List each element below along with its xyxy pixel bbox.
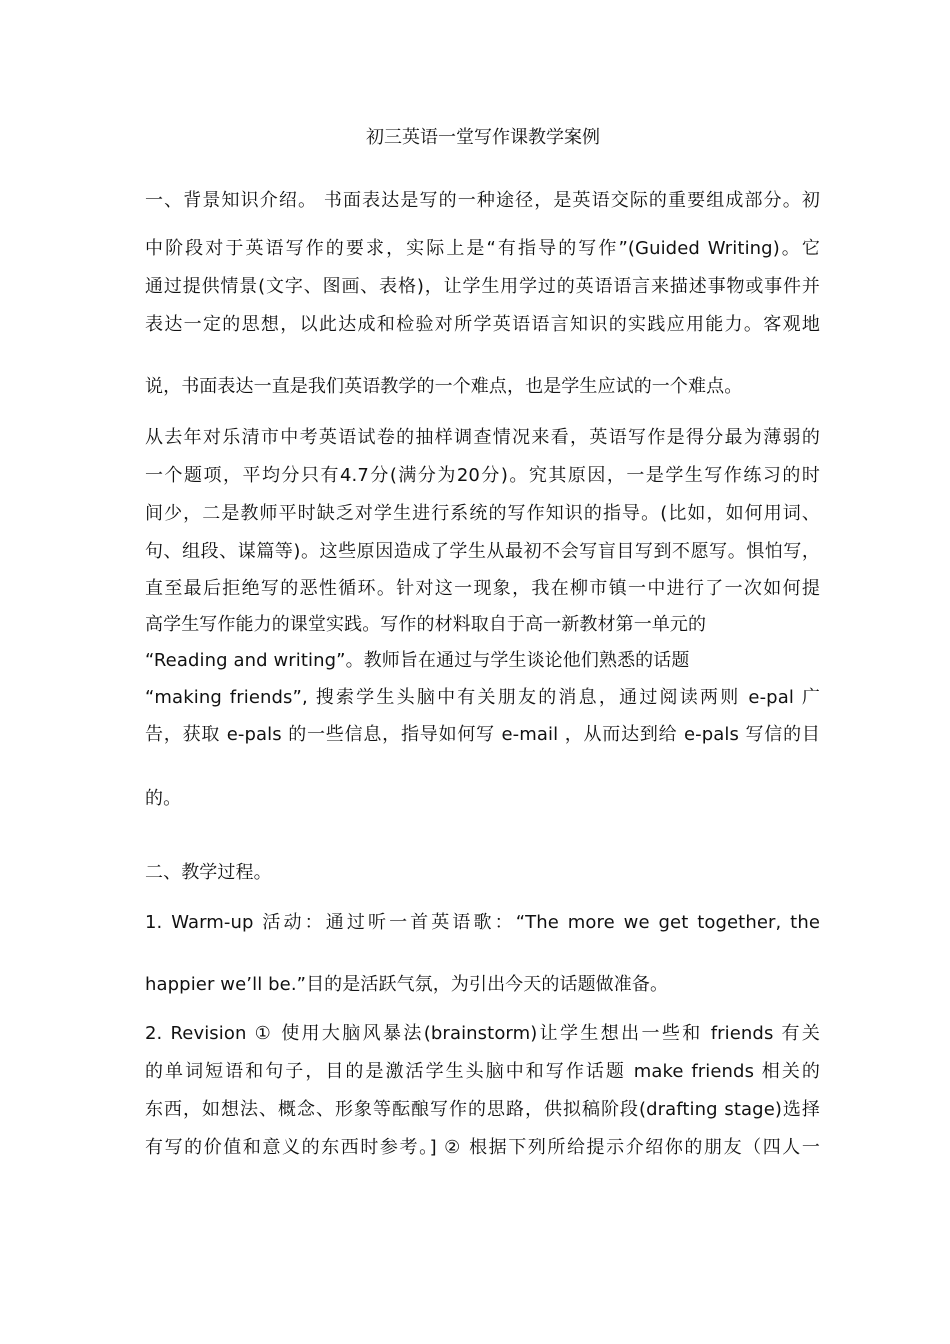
- paragraph-line: 的。: [145, 788, 182, 809]
- paragraph-line: 直至最后拒绝写的恶性循环。针对这一现象，我在柳市镇一中进行了一次如何提: [145, 578, 820, 599]
- paragraph-line: 的单词短语和句子，目的是激活学生头脑中和写作话题 make friends 相关的: [145, 1061, 820, 1082]
- document-title: 初三英语一堂写作课教学案例: [366, 127, 600, 148]
- paragraph-line: 有写的价值和意义的东西时参考。] ② 根据下列所给提示介绍你的朋友（四人一: [145, 1137, 820, 1158]
- paragraph-line: 东西，如想法、概念、形象等酝酿写作的思路，供拟稿阶段(drafting stage)选择: [145, 1099, 820, 1120]
- paragraph-line: 1. Warm-up 活动：通过听一首英语歌：“The more we get together, the: [145, 912, 820, 933]
- paragraph-line: 从去年对乐清市中考英语试卷的抽样调查情况来看，英语写作是得分最为薄弱的: [145, 427, 820, 448]
- paragraph-line: 一、背景知识介绍。 书面表达是写的一种途径，是英语交际的重要组成部分。初: [145, 190, 820, 211]
- paragraph-line: 说，书面表达一直是我们英语教学的一个难点，也是学生应试的一个难点。: [145, 376, 743, 397]
- paragraph-line: happier we’ll be.”目的是活跃气氛，为引出今天的话题做准备。: [145, 974, 669, 995]
- section-heading: 二、教学过程。: [145, 862, 272, 883]
- paragraph-line: 通过提供情景(文字、图画、表格)，让学生用学过的英语语言来描述事物或事件并: [145, 276, 820, 297]
- paragraph-line: 表达一定的思想，以此达成和检验对所学英语语言知识的实践应用能力。客观地: [145, 314, 820, 335]
- paragraph-line: 句、组段、谋篇等)。这些原因造成了学生从最初不会写盲目写到不愿写。惧怕写，: [145, 541, 820, 562]
- paragraph-line: 告，获取 e-pals 的一些信息，指导如何写 e-mail ，从而达到给 e-pals 写信的目: [145, 724, 820, 745]
- paragraph-line: “Reading and writing”。教师旨在通过与学生谈论他们熟悉的话题: [145, 650, 690, 671]
- paragraph-line: “making friends”, 搜索学生头脑中有关朋友的消息，通过阅读两则 e-pal 广: [145, 687, 820, 708]
- paragraph-line: 一个题项，平均分只有4.7分(满分为20分)。究其原因，一是学生写作练习的时: [145, 465, 820, 486]
- paragraph-line: 中阶段对于英语写作的要求，实际上是“有指导的写作”(Guided Writing)。它: [145, 238, 820, 259]
- paragraph-line: 2. Revision ① 使用大脑风暴法(brainstorm)让学生想出一些和 friends 有关: [145, 1023, 820, 1044]
- paragraph-line: 间少，二是教师平时缺乏对学生进行系统的写作知识的指导。(比如，如何用词、: [145, 503, 820, 524]
- paragraph-line: 高学生写作能力的课堂实践。写作的材料取自于高一新教材第一单元的: [145, 614, 707, 635]
